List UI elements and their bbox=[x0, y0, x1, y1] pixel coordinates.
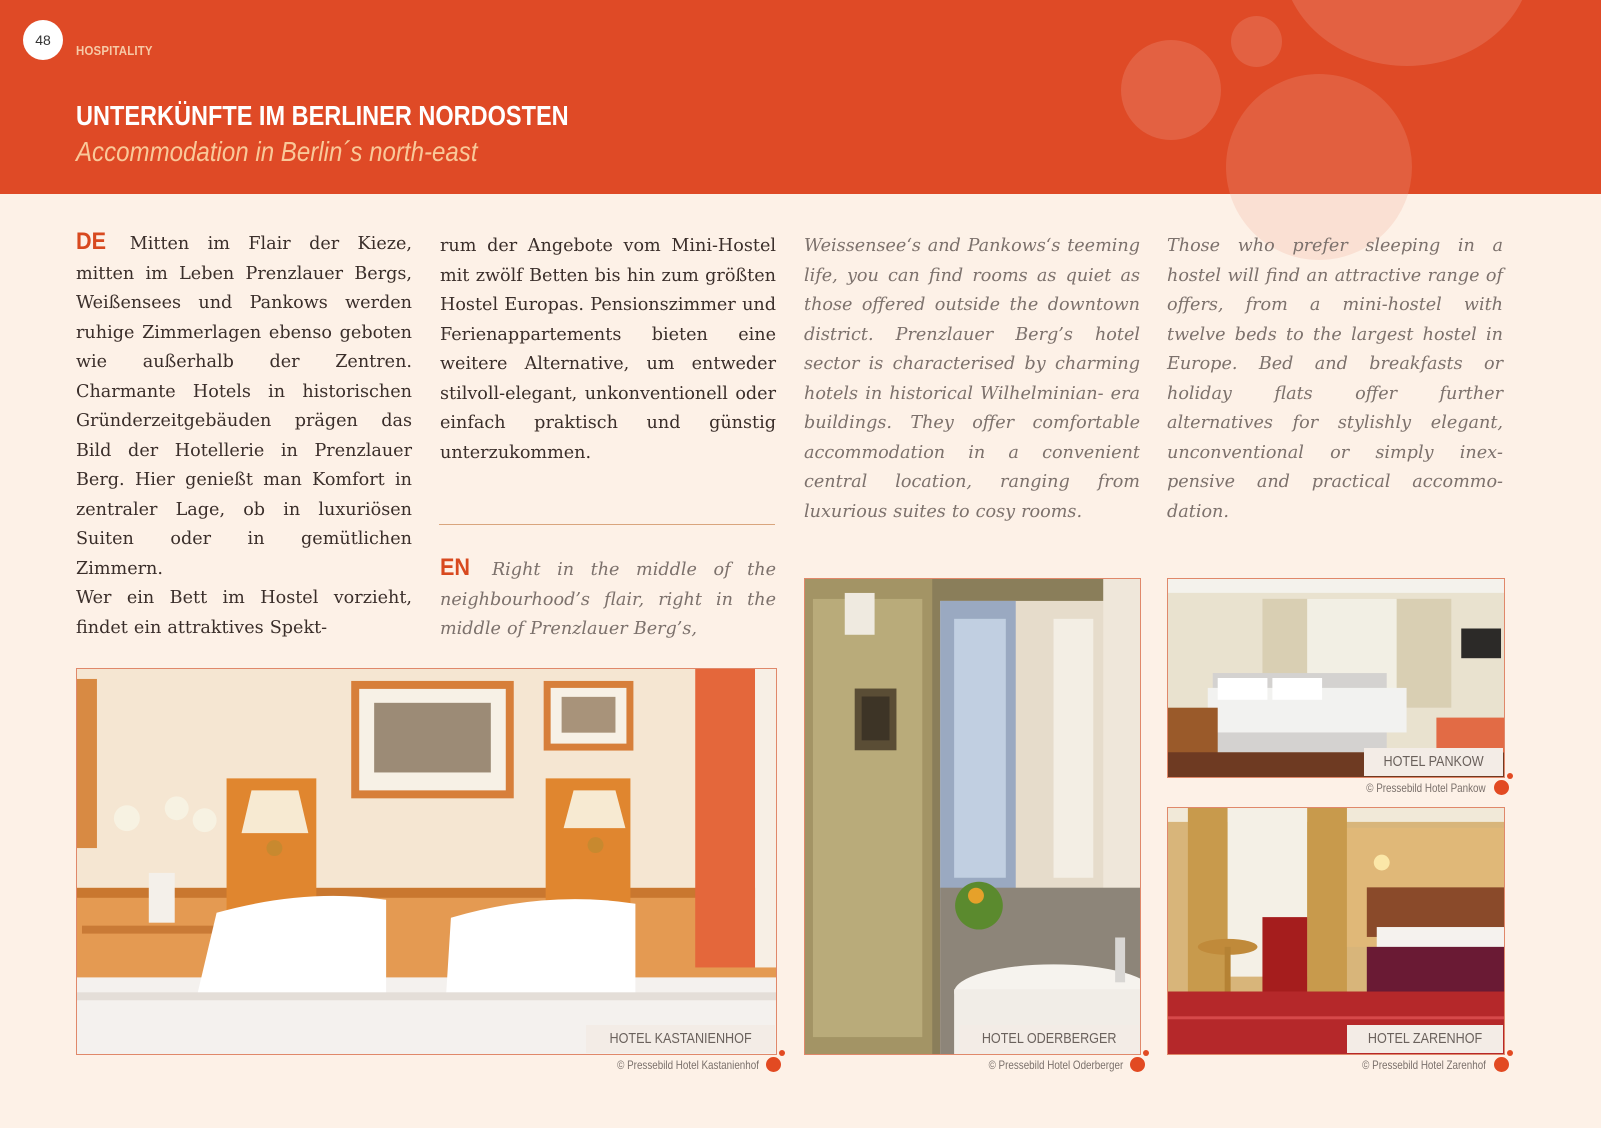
accent-dot bbox=[1494, 780, 1509, 795]
accent-dot bbox=[766, 1057, 781, 1072]
decorative-circle bbox=[1231, 16, 1282, 67]
text-column-de-2: rum der Angebote vom Mini-Hostel mit zwölf Betten bis hin zum größten Hostel Europas. Pensionszimmer und Ferienappartements bieten eine weitere Alternative, um entweder stilvoll-elegant, unkonventionell oder einfach praktisch und günstig unterzukommen. bbox=[440, 236, 776, 463]
accent-dot-small bbox=[1507, 1050, 1513, 1056]
hotel-room-illustration bbox=[77, 669, 776, 1054]
header-band bbox=[0, 0, 1601, 194]
text-column-de-1 bbox=[76, 227, 412, 643]
photo-hotel-zarenhof bbox=[1167, 807, 1505, 1055]
page-subtitle: Accommodation in Berlin´s north-east bbox=[76, 136, 478, 167]
photo-credit: © Pressebild Hotel Kastanienhof bbox=[617, 1058, 759, 1072]
accent-dot-small bbox=[1143, 1050, 1149, 1056]
hotel-name-label: HOTEL ZARENHOF bbox=[1347, 1025, 1503, 1053]
hotel-name-label: HOTEL ODERBERGER bbox=[959, 1025, 1139, 1053]
paragraph: Wer ein Bett im Hostel vorzieht, findet ein attraktives Spekt- bbox=[76, 588, 412, 638]
photo-hotel-pankow bbox=[1167, 578, 1505, 778]
photo-hotel-kastanienhof bbox=[76, 668, 777, 1055]
accent-dot bbox=[1130, 1057, 1145, 1072]
accent-dot bbox=[1494, 1057, 1509, 1072]
language-tag-de: DE bbox=[76, 228, 107, 255]
paragraph-text: Mitten im Flair der Kieze, mitten im Leben Prenzlauer Bergs, Weißensees und Pankows werden ruhige Zimmerlagen ebenso geboten wie außerhalb der Zentren. Charmante Hotels in historischen Gründerzeitgebäuden prägen das Bild der Hotellerie in Prenzlauer Berg. Hier genießt man Komfort in zentraler Lage, ob in luxuriösen Suiten oder in gemütlichen Zimmern. bbox=[76, 234, 413, 579]
hotel-name-label: HOTEL PANKOW bbox=[1364, 748, 1503, 776]
accent-dot-small bbox=[779, 1050, 785, 1056]
hotel-room-illustration bbox=[1168, 808, 1504, 1054]
language-tag-en: EN bbox=[440, 554, 471, 581]
paragraph-text: Right in the middle of the neighbourhood’s flair, right in the middle of Prenzlauer Berg’s, bbox=[440, 560, 776, 639]
hotel-name-label: HOTEL KASTANIENHOF bbox=[586, 1025, 775, 1053]
decorative-circle bbox=[1121, 40, 1221, 140]
photo-credit: © Pressebild Hotel Oderberger bbox=[988, 1058, 1123, 1072]
divider bbox=[439, 524, 775, 525]
text-column-en-2: Weissensee‘s and Pankows‘s teeming life, you can find rooms as quiet as those offered outside the downtown district. Prenzlauer Berg’s hotel sector is characterised by charming hotels in historical Wilhelminian- era buildings. They offer comfortable accommodation in a convenient central location, ranging from luxurious suites to cosy rooms. bbox=[804, 236, 1140, 522]
photo-credit: © Pressebild Hotel Zarenhof bbox=[1362, 1058, 1486, 1072]
section-label: HOSPITALITY bbox=[76, 43, 153, 58]
hotel-bathroom-illustration bbox=[805, 579, 1140, 1054]
photo-credit: © Pressebild Hotel Pankow bbox=[1366, 781, 1486, 795]
decorative-circle bbox=[1282, 0, 1532, 66]
page-title: UNTERKÜNFTE IM BERLINER NORDOSTEN bbox=[76, 100, 569, 131]
text-column-en-1 bbox=[440, 553, 776, 645]
accent-dot-small bbox=[1507, 773, 1513, 779]
paragraph bbox=[76, 227, 412, 584]
photo-hotel-oderberger bbox=[804, 578, 1141, 1055]
text-column-en-3: Those who prefer sleeping in a hostel will find an attractive range of offers, from a mini-hostel with twelve beds to the largest hostel in Europe. Bed and breakfasts or holiday flats offer further alternatives for stylishly elegant, unconventional or simply inexpensive and practical accommodation. bbox=[1167, 236, 1503, 522]
decorative-circle bbox=[1226, 74, 1412, 194]
page-number: 48 bbox=[23, 20, 63, 60]
